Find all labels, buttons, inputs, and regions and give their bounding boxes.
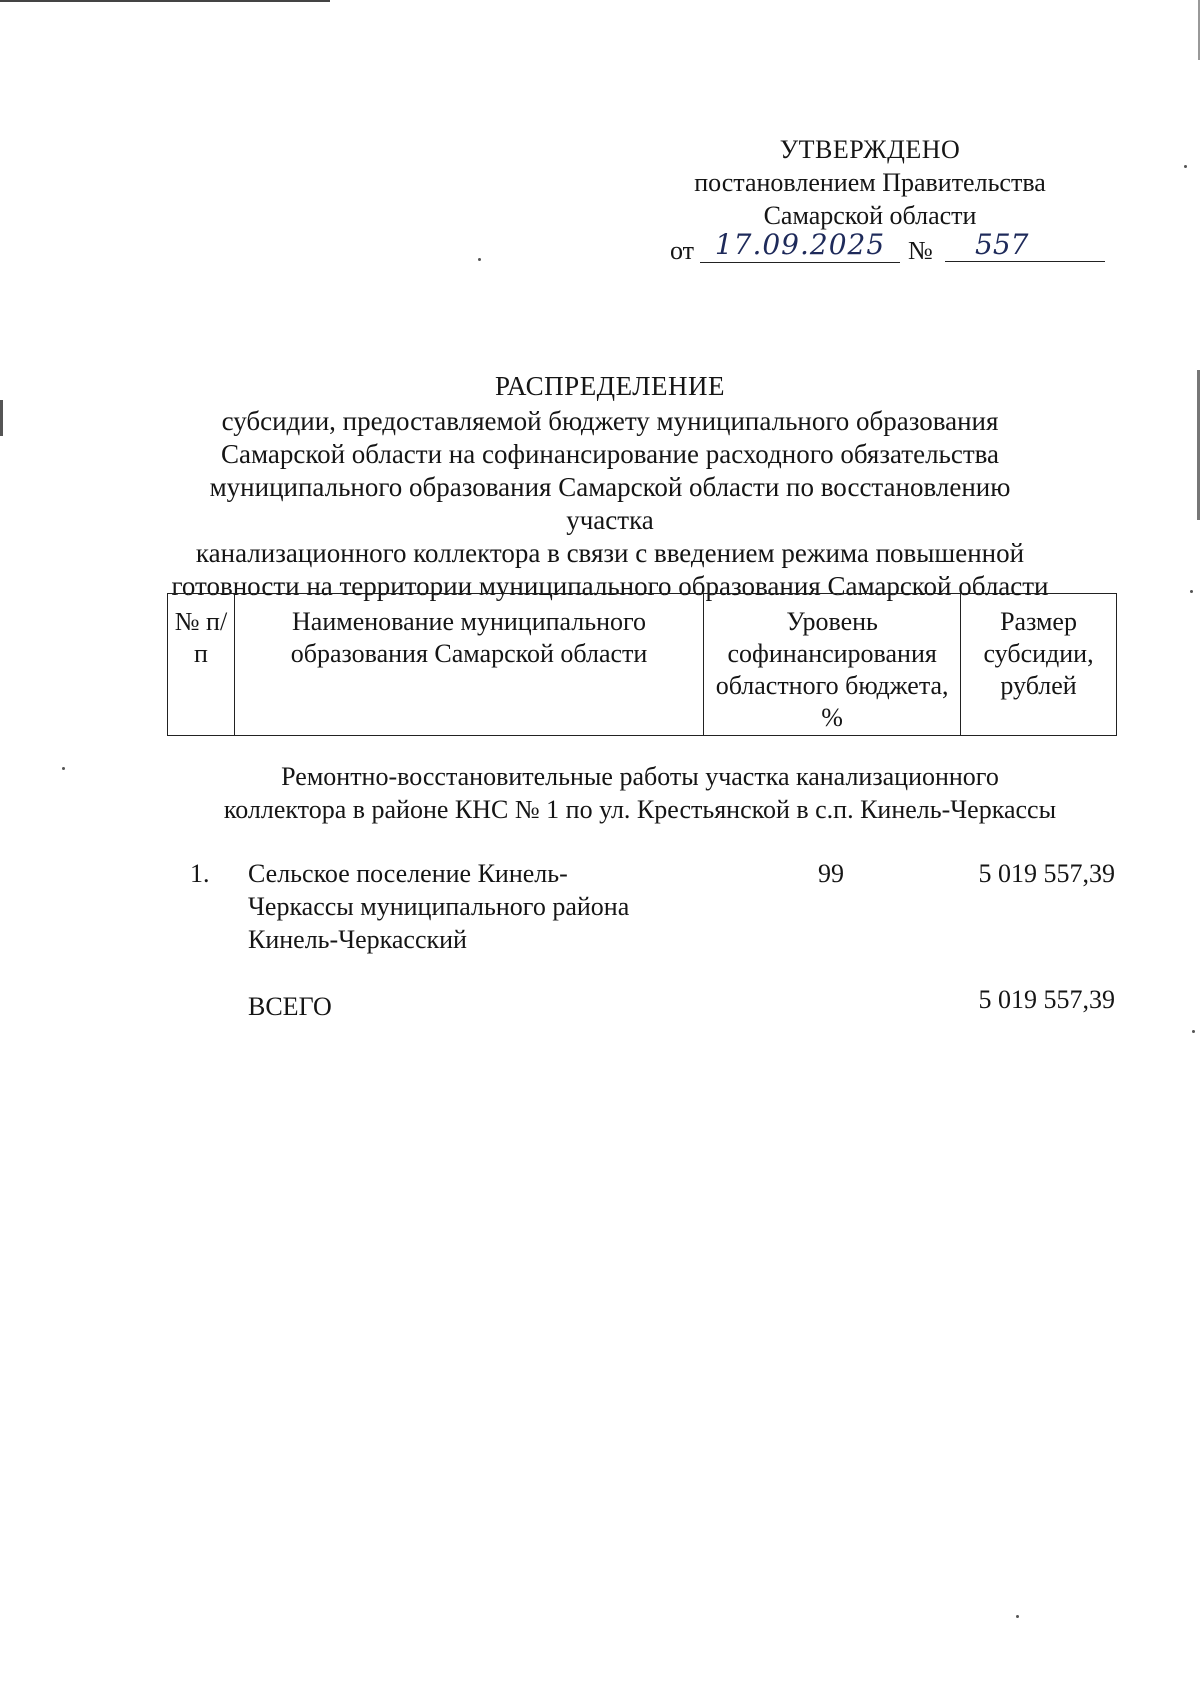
row-cofinancing-level: 99 <box>818 859 844 888</box>
document-title <box>170 370 1050 603</box>
handwritten-number: 557 <box>945 228 1105 262</box>
row-municipality-line: Черкассы муниципального района <box>248 892 630 921</box>
scan-artifact-dot <box>1184 165 1187 168</box>
row-subsidy-amount: 5 019 557,39 <box>978 859 1115 888</box>
title-line: канализационного коллектора в связи с введением режима повышенной <box>195 538 1025 568</box>
scan-artifact-dot <box>62 767 65 770</box>
handwritten-date: 17.09.2025 <box>700 228 900 263</box>
title-line: готовности на территории муниципального образования Самарской области <box>171 571 1049 601</box>
section-title-line: коллектора в районе КНС № 1 по ул. Крестьянской в с.п. Кинель-Черкассы <box>223 795 1057 824</box>
header-municipality: Наименование муниципального образования Самарской области <box>234 594 703 736</box>
approval-heading: УТВЕРЖДЕНО <box>779 135 961 164</box>
title-line: субсидии, предоставляемой бюджету муниципального образования <box>221 406 999 436</box>
title-line: Самарской области на софинансирование расходного обязательства <box>220 439 1000 469</box>
scan-artifact-dot <box>478 258 481 261</box>
total-amount: 5 019 557,39 <box>978 985 1115 1014</box>
scan-artifact-dot <box>1190 590 1193 593</box>
number-sign: № <box>908 236 933 265</box>
approval-date-line <box>640 228 1100 274</box>
title-heading: РАСПРЕДЕЛЕНИЕ <box>494 371 726 401</box>
title-line: муниципального образования Самарской области по восстановлению участка <box>209 472 1011 535</box>
row-number: 1. <box>190 859 210 888</box>
table-header-row <box>168 594 1117 736</box>
scan-artifact-mark <box>0 400 3 436</box>
header-cofinancing-level: Уровень софинансирования областного бюджета, % <box>704 594 961 736</box>
date-prefix: от <box>670 236 695 265</box>
row-municipality-line: Кинель-Черкасский <box>248 925 467 954</box>
distribution-table <box>167 593 1117 736</box>
approval-region: Самарской области <box>763 201 977 230</box>
approval-issuer: постановлением Правительства <box>694 168 1046 197</box>
total-label: ВСЕГО <box>248 992 332 1021</box>
row-municipality <box>248 857 688 956</box>
section-title <box>160 760 1120 826</box>
row-municipality-line: Сельское поселение Кинель- <box>248 859 568 888</box>
header-subsidy-amount: Размер субсидии, рублей <box>961 594 1117 736</box>
scan-artifact-dot <box>1192 1030 1195 1033</box>
section-title-line: Ремонтно-восстановительные работы участка канализационного <box>281 762 999 791</box>
scan-artifact-dot <box>1016 1615 1019 1618</box>
header-number: № п/п <box>168 594 235 736</box>
scan-artifact-line <box>0 0 330 2</box>
approval-block <box>640 133 1100 274</box>
